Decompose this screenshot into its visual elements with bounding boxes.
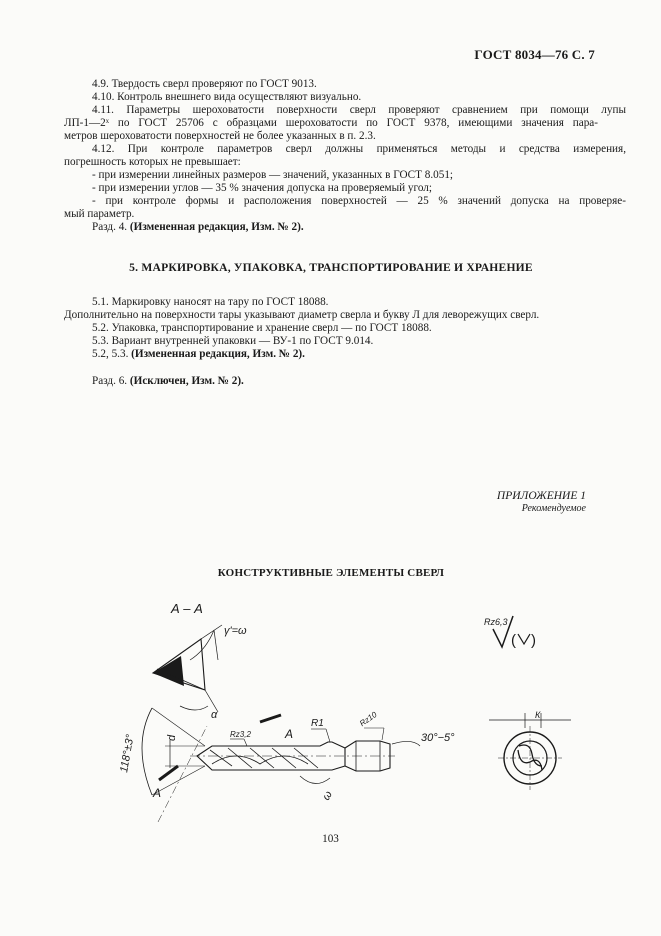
paragraph-4-11-line2: ЛП-1—2ˣ по ГОСТ 25706 с образцами шероховатости по ГОСТ 9378, имеющими значения пара- bbox=[64, 117, 598, 129]
rz-flute-label: Rz3,2 bbox=[230, 730, 251, 739]
page-header: ГОСТ 8034—76 С. 7 bbox=[474, 47, 595, 62]
bullet-linear: - при измерении линейных размеров — значений, указанных в ГОСТ 8.051; bbox=[92, 169, 454, 181]
section6-prefix: Разд. 6. bbox=[92, 375, 128, 387]
cut-mark-lower bbox=[159, 766, 178, 780]
r1-label: R1 bbox=[311, 718, 324, 729]
appendix-title: КОНСТРУКТИВНЫЕ ЭЛЕМЕНТЫ СВЕРЛ bbox=[217, 567, 445, 579]
gamma-leader bbox=[214, 630, 218, 660]
paragraph-4-9: 4.9. Твердость сверл проверяют по ГОСТ 9013. bbox=[92, 78, 317, 90]
svg-text:): ) bbox=[531, 632, 536, 649]
omega-label: ω bbox=[320, 789, 335, 803]
k-label: К bbox=[535, 710, 541, 720]
gamma-label: γ'=ω bbox=[224, 625, 247, 637]
svg-text:(: ( bbox=[511, 632, 516, 649]
paragraph-5-2: 5.2. Упаковка, транспортирование и хранение сверл — по ГОСТ 18088. bbox=[92, 322, 432, 334]
paragraph-5-1-extra: Дополнительно на поверхности тары указывают диаметр сверла и букву Л для леворежущих сверл. bbox=[64, 309, 540, 321]
section5-title: 5. МАРКИРОВКА, УПАКОВКА, ТРАНСПОРТИРОВАНИЕ И ХРАНЕНИЕ bbox=[129, 261, 533, 274]
paragraph-4-12-line1: 4.12. При контроле параметров сверл должны применяться методы и средства измерения, bbox=[92, 143, 626, 155]
cut-mark-upper bbox=[260, 715, 281, 722]
section4-edit-text: (Измененная редакция, Изм. № 2). bbox=[129, 221, 304, 233]
appendix-status: Рекомендуемое bbox=[521, 503, 586, 514]
cut-letter-lower: А bbox=[153, 786, 162, 800]
paragraph-4-11-line3: метров шероховатости поверхностей не более указанных в п. 2.3. bbox=[64, 130, 376, 142]
paragraph-5-3: 5.3. Вариант внутренней упаковки — ВУ-1 по ГОСТ 9.014. bbox=[92, 335, 374, 347]
cut-letter-upper: А bbox=[285, 727, 294, 741]
section-label: А – А bbox=[171, 601, 203, 616]
bullet-form-line1: - при контроле формы и расположения поверхностей — 25 % значений допуска на проверяе- bbox=[92, 195, 626, 207]
page-number: 103 bbox=[322, 833, 339, 845]
roughness-symbol bbox=[484, 616, 536, 649]
alpha-arc bbox=[180, 706, 208, 710]
section5-edit-text: (Измененная редакция, Изм. № 2). bbox=[131, 348, 305, 360]
paragraph-4-12-line2: погрешность которых не превышает: bbox=[64, 156, 241, 168]
rz-shank-label: Rz10 bbox=[358, 710, 379, 729]
bullet-form-line2: мый параметр. bbox=[64, 208, 135, 220]
shank-angle-label: 30°−5° bbox=[421, 732, 455, 744]
alpha-label: α bbox=[211, 709, 218, 721]
section-view-a-a bbox=[153, 601, 247, 721]
end-view bbox=[489, 710, 571, 790]
wedge-hatching bbox=[153, 656, 184, 686]
gamma-extension bbox=[201, 625, 222, 639]
drill-body bbox=[190, 710, 455, 803]
section6-text: (Исключен, Изм. № 2). bbox=[129, 375, 244, 387]
paragraph-5-1: 5.1. Маркировку наносят на тару по ГОСТ 18088. bbox=[92, 296, 329, 308]
d-label: d bbox=[166, 734, 178, 741]
paragraph-4-10: 4.10. Контроль внешнего вида осуществляют визуально. bbox=[92, 91, 362, 103]
point-angle-label: 118°±3° bbox=[118, 733, 137, 774]
rz-general-label: Rz6,3 bbox=[484, 617, 508, 627]
paragraph-4-11-line1: 4.11. Параметры шероховатости поверхности сверл проверяют сравнением при помощи лупы bbox=[92, 104, 626, 116]
section5-edit-prefix: 5.2, 5.3. bbox=[92, 348, 129, 360]
section4-edit-prefix: Разд. 4. bbox=[92, 221, 128, 233]
bullet-angles: - при измерении углов — 35 % значения допуска на проверяемый угол; bbox=[92, 182, 432, 194]
appendix-label: ПРИЛОЖЕНИЕ 1 bbox=[496, 490, 586, 502]
point-angle-arc bbox=[142, 708, 152, 795]
